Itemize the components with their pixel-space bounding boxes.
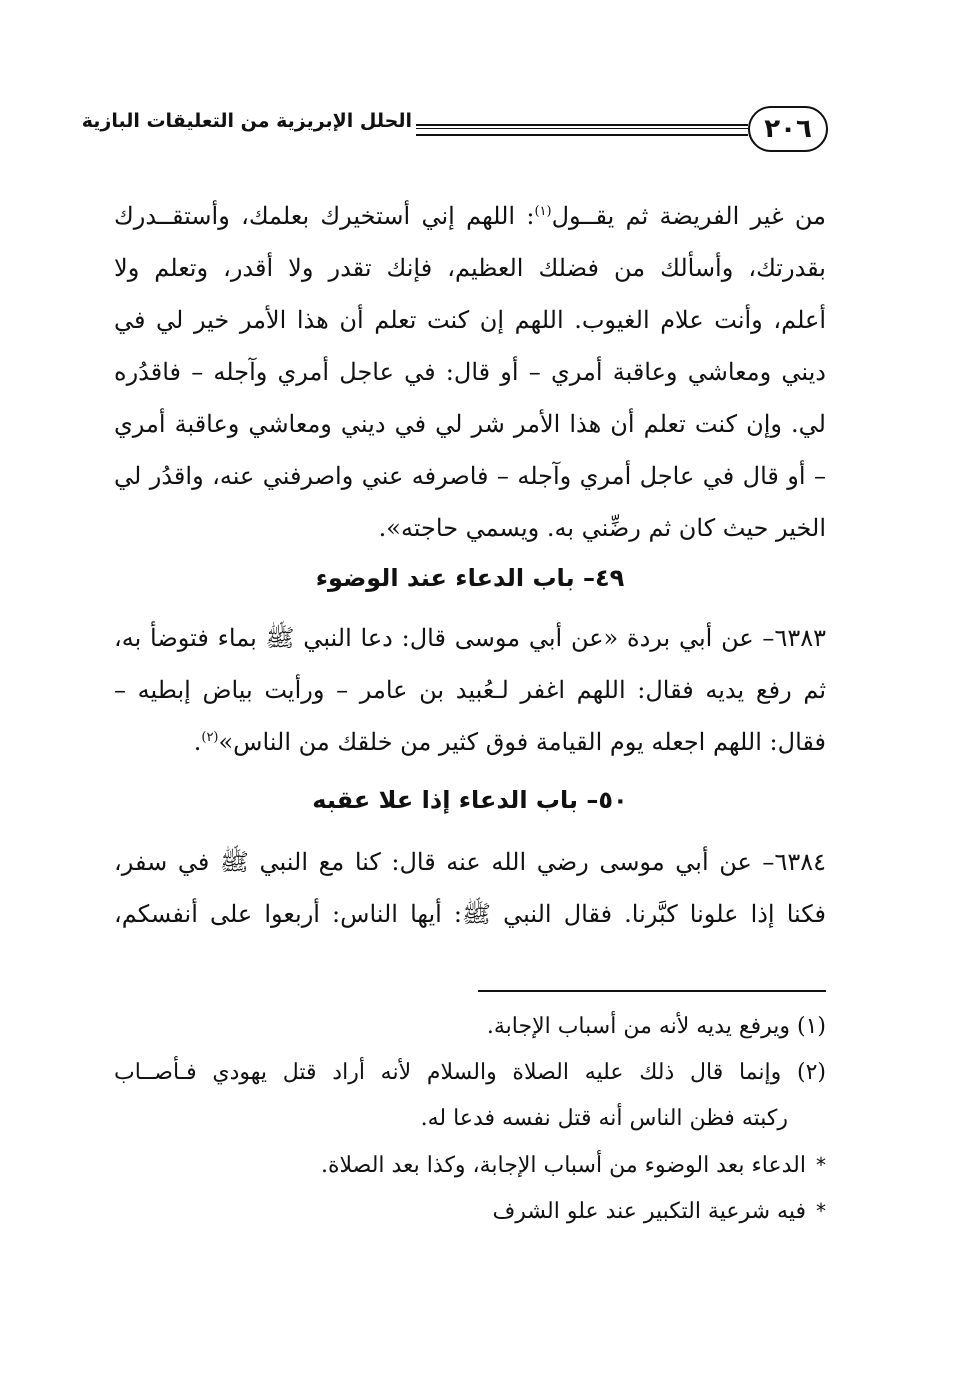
text-line: لي. وإن كنت تعلم أن هذا الأمر شر لي في ديني ومعاشي وعاقبة أمري <box>114 410 826 438</box>
footnotes <box>114 1004 826 1234</box>
asterisk-icon: * <box>816 1199 826 1223</box>
benefit-note-1: *الدعاء بعد الوضوء من أسباب الإجابة، وكذا بعد الصلاة. <box>320 1153 826 1178</box>
asterisk-icon: * <box>816 1153 826 1177</box>
chapter-title-49: ٤٩– باب الدعاء عند الوضوء <box>315 564 625 592</box>
footnote-ref-1[interactable]: (١) <box>534 204 552 219</box>
footnote-2-continued: ركبته فظن الناس أنه قتل نفسه فدعا له. <box>420 1106 788 1131</box>
footnote-2: (٢) وإنما قال ذلك عليه الصلاة والسلام لأنه أراد قتل يهودي فـأصــاب <box>114 1060 826 1085</box>
text-line: فقال: اللهم اجعله يوم القيامة فوق كثير من خلقك من الناس»$^{(٢)}$. <box>193 728 826 756</box>
text-block-hadith-6383 <box>114 612 826 768</box>
benefit-note-2: *فيه شرعية التكبير عند علو الشرف <box>492 1199 826 1224</box>
text-line: ثم رفع يديه فقال: اللهم اغفر لـعُبيد بن عامر – ورأيت بياض إبطيه – <box>114 676 826 704</box>
text-line: من غير الفريضة ثم يقــول$^{(١)}$: اللهم إني أستخيرك بعلمك، وأستقــدرك <box>114 202 826 230</box>
footnote-1: (١) ويرفع يديه لأنه من أسباب الإجابة. <box>486 1014 826 1039</box>
text-line: ٦٣٨٣– عن أبي بردة «عن أبي موسى قال: دعا النبي ﷺ بماء فتوضأ به، <box>114 624 826 652</box>
text-line: بقدرتك، وأسألك من فضلك العظيم، فإنك تقدر ولا أقدر، وتعلم ولا <box>114 254 826 282</box>
text-line: الخير حيث كان ثم رضِّني به. ويسمي حاجته». <box>378 514 826 542</box>
page-header <box>81 104 828 160</box>
footnote-separator <box>478 990 826 992</box>
text-line: – أو قال في عاجل أمري وآجله – فاصرفه عني واصرفني عنه، واقدُر لي <box>114 462 826 490</box>
text-line: أعلم، وأنت علام الغيوب. اللهم إن كنت تعلم أن هذا الأمر خير لي في <box>114 306 826 334</box>
header-rule <box>416 124 748 136</box>
text-line: ٦٣٨٤– عن أبي موسى رضي الله عنه قال: كنا مع النبي ﷺ في سفر، <box>114 848 826 876</box>
running-title: الحلل الإبريزية من التعليقات البازية <box>81 110 412 132</box>
text-line: ديني ومعاشي وعاقبة أمري – أو قال: في عاجل أمري وآجله – فاقدُره <box>114 358 826 386</box>
text-block-hadith-6384 <box>114 836 826 940</box>
footnote-ref-2[interactable]: (٢) <box>201 730 219 745</box>
text-block-istikhara <box>114 190 826 554</box>
page-number-badge: ٢٠٦ <box>748 106 828 152</box>
text-line: فكنا إذا علونا كبَّرنا. فقال النبي ﷺ: أيها الناس: أربعوا على أنفسكم، <box>114 900 826 928</box>
chapter-title-50: ٥٠– باب الدعاء إذا علا عقبه <box>312 786 628 814</box>
